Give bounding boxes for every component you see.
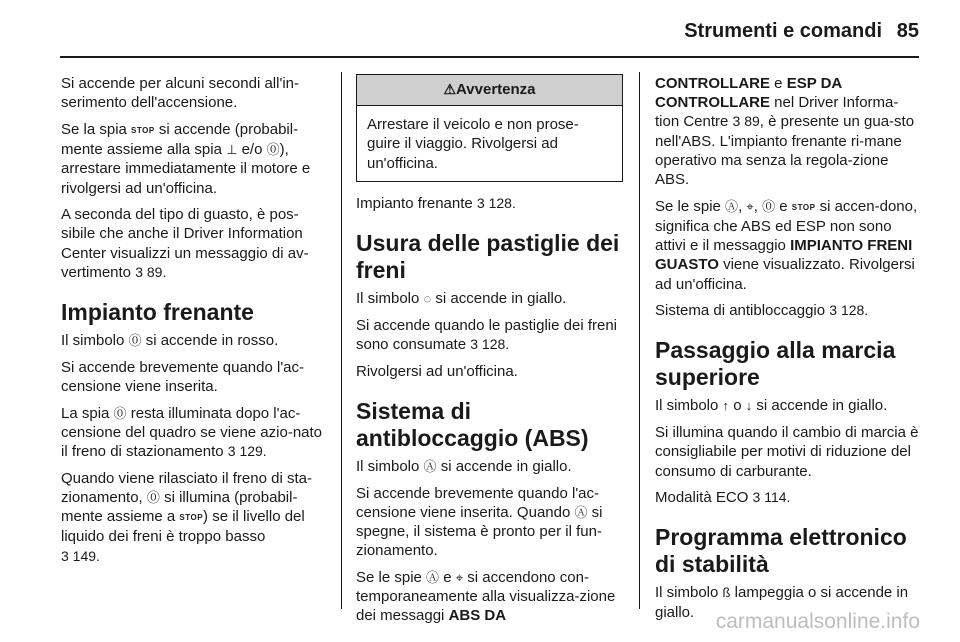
stop-icon: STOP	[131, 125, 155, 135]
brake-warning-icon: ⓪	[146, 489, 160, 505]
abs-icon: Ⓐ	[574, 504, 588, 520]
brake-warning-icon: ⓪	[128, 333, 142, 349]
abs-icon: Ⓐ	[725, 198, 739, 214]
paragraph: Se le spie Ⓐ, ⌖, ⓪ e STOP si accen-dono, significa che ABS ed ESP non sono attivi e il messaggio IMPIANTO FRENI GUASTO viene visualizzato. Rivolgersi ad un'officina.	[655, 197, 918, 293]
esp-icon: ⌖	[455, 569, 464, 585]
page-title: Strumenti e comandi	[684, 20, 882, 42]
paragraph: Impianto frenante 3 128.	[356, 194, 516, 212]
column-divider	[341, 72, 342, 609]
page-reference: 3 89.	[135, 263, 167, 280]
page-reference: 3 89	[732, 113, 760, 130]
paragraph: Si accende per alcuni secondi all'in-serimento dell'accensione.	[61, 75, 300, 112]
abs-icon: Ⓐ	[426, 569, 440, 585]
paragraph: Quando viene rilasciato il freno di sta-zionamento, ⓪ si illumina (probabil-mente assieme a STOP) se il livello del liquido dei freni è troppo basso 3 149.	[61, 469, 312, 564]
section-heading: Sistema di antibloccaggio (ABS)	[356, 397, 589, 451]
column-divider	[639, 72, 640, 609]
watermark: carmanualsonline.info	[715, 610, 920, 633]
warning-header: ⚠Avvertenza	[357, 75, 622, 106]
column-1	[61, 74, 326, 573]
page-reference: 3 128.	[476, 194, 516, 211]
warning-box	[356, 74, 623, 182]
paragraph: Se la spia STOP si accende (probabil-mente assieme alla spia ⊥ e/o ⓪), arrestare immediatamente il motore e rivolgersi ad un'officina.	[61, 120, 311, 197]
column-3	[655, 74, 921, 629]
coolant-temperature-icon: ⊥	[226, 142, 238, 158]
page-header	[0, 0, 960, 58]
brake-warning-icon: ⓪	[266, 142, 280, 158]
section-heading: Usura delle pastiglie dei freni	[356, 230, 620, 284]
section-heading: Programma elettronico di stabilità	[655, 524, 907, 578]
section-heading: Passaggio alla marcia superiore	[655, 337, 896, 391]
page-number: 85	[896, 20, 919, 42]
paragraph: Rivolgersi ad un'officina.	[356, 362, 518, 380]
paragraph: Si illumina quando il cambio di marcia è consigliabile per motivi di riduzione del consumo di carburante.	[655, 424, 919, 480]
stop-icon: STOP	[791, 202, 816, 212]
page-reference: 3 128.	[470, 335, 510, 352]
brake-pad-icon: ◌	[423, 291, 432, 307]
page-reference: 3 128.	[829, 302, 869, 319]
paragraph: Il simbolo ⓪ si accende in rosso.	[61, 332, 279, 350]
paragraph: A seconda del tipo di guasto, è pos-sibile che anche il Driver Information Center visualizzi un messaggio di av-vertimento 3 89.	[61, 206, 309, 281]
brake-warning-icon: ⓪	[113, 405, 127, 421]
downshift-arrow-icon: ↓	[745, 398, 753, 414]
paragraph: Si accende brevemente quando l'ac-censione viene inserita.	[61, 358, 305, 395]
paragraph: La spia ⓪ resta illuminata dopo l'ac-censione del quadro se viene azio-nato il freno di stazionamento 3 129.	[61, 404, 323, 461]
section-heading: Impianto frenante	[61, 299, 254, 326]
upshift-arrow-icon: ↑	[722, 398, 730, 414]
paragraph: Modalità ECO 3 114.	[655, 489, 791, 507]
column-2	[356, 74, 623, 633]
paragraph: Il simbolo Ⓐ si accende in giallo.	[356, 457, 572, 475]
esp-skid-icon: ß	[722, 585, 731, 601]
paragraph: Si accende quando le pastiglie dei freni sono consumate 3 128.	[356, 316, 618, 353]
paragraph: Si accende brevemente quando l'ac-censione viene inserita. Quando Ⓐ si spegne, il sistema è pronto per il fun-zionamento.	[356, 484, 603, 560]
paragraph: Il simbolo ß lampeggia o si accende in giallo.	[655, 584, 909, 621]
esp-icon: ⌖	[746, 198, 754, 214]
abs-icon: Ⓐ	[423, 458, 437, 474]
page-reference: 3 129.	[227, 443, 267, 460]
stop-icon: STOP	[179, 513, 204, 523]
page-reference: 3 114.	[752, 489, 791, 506]
warning-text: Arrestare il veicolo e non prose-guire il viaggio. Rivolgersi ad un'officina.	[367, 116, 579, 172]
paragraph: CONTROLLARE e ESP DA CONTROLLARE nel Driver Informa-tion Centre 3 89, è presente un gua-sto nell'ABS. L'impianto frenante ri-mane operativo ma senza la regola-zione ABS.	[655, 75, 915, 189]
warning-triangle-icon: ⚠	[443, 81, 457, 97]
paragraph: Sistema di antibloccaggio 3 128.	[655, 302, 869, 320]
paragraph: Il simbolo ↑ o ↓ si accende in giallo.	[655, 397, 888, 415]
page-reference: 3 149.	[61, 547, 100, 564]
header-divider	[60, 56, 919, 58]
brake-warning-icon: ⓪	[762, 198, 776, 214]
paragraph: Se le spie Ⓐ e ⌖ si accendono con-temporaneamente alla visualizza-zione dei messaggi ABS DA	[356, 568, 616, 625]
paragraph: Il simbolo ◌ si accende in giallo.	[356, 290, 567, 308]
